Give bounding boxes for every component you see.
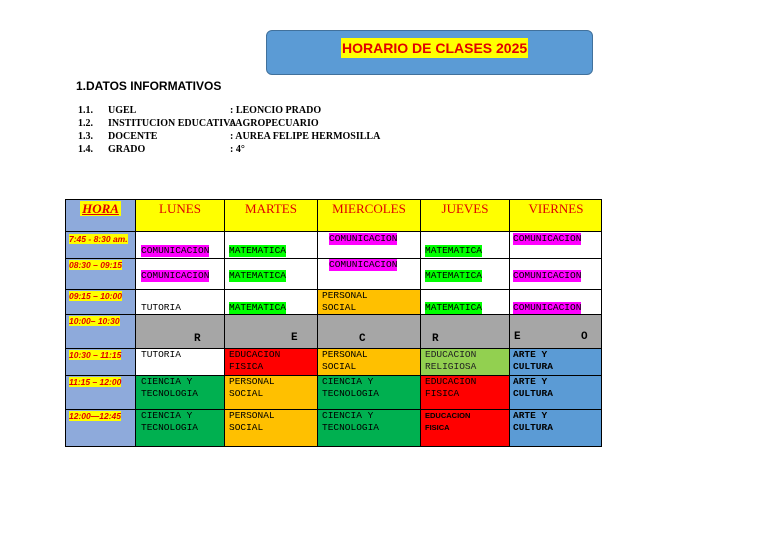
- cell-r5-viernes: ARTE Y CULTURA: [509, 348, 602, 375]
- cell-r1-miercoles: COMUNICACION: [317, 231, 420, 258]
- table-border-bottom: [65, 446, 602, 447]
- recess-lunes: R: [135, 314, 224, 348]
- cell-r5-miercoles: PERSONAL SOCIAL: [317, 348, 420, 375]
- cell-r1-martes: MATEMATICA: [224, 231, 317, 258]
- cell-r5-lunes: TUTORIA: [135, 348, 224, 375]
- cell-r2-martes: MATEMATICA: [224, 258, 317, 289]
- cell-r7-martes: PERSONAL SOCIAL: [224, 409, 317, 447]
- cell-r2-viernes: COMUNICACION: [509, 258, 602, 289]
- cell-r5-martes: EDUCACION FISICA: [224, 348, 317, 375]
- cell-r3-miercoles: PERSONAL SOCIAL: [317, 289, 420, 314]
- header-lunes: LUNES: [135, 199, 224, 231]
- cell-r2-miercoles: COMUNICACION: [317, 258, 420, 289]
- recess-viernes: E O: [509, 314, 602, 348]
- cell-r1-lunes: COMUNICACION: [135, 231, 224, 258]
- header-hora: HORA: [65, 199, 135, 231]
- recess-miercoles: C: [317, 314, 420, 348]
- cell-r1-viernes: COMUNICACION: [509, 231, 602, 258]
- cell-r6-martes: PERSONAL SOCIAL: [224, 375, 317, 409]
- cell-r6-miercoles: CIENCIA Y TECNOLOGIA: [317, 375, 420, 409]
- cell-r7-miercoles: CIENCIA Y TECNOLOGIA: [317, 409, 420, 447]
- cell-r5-jueves: EDUCACION RELIGIOSA: [420, 348, 509, 375]
- recess-martes: E: [224, 314, 317, 348]
- time-slot-3: 09:15 – 10:00: [65, 289, 135, 314]
- time-slot-2: 08:30 – 09:15: [65, 258, 135, 289]
- table-border-right: [601, 199, 602, 447]
- time-slot-6: 11:15 – 12:00: [65, 375, 135, 409]
- cell-r6-jueves: EDUCACION FISICA: [420, 375, 509, 409]
- cell-r3-martes: MATEMATICA: [224, 289, 317, 314]
- cell-r2-jueves: MATEMATICA: [420, 258, 509, 289]
- cell-r7-viernes: ARTE Y CULTURA: [509, 409, 602, 447]
- section-title: 1.DATOS INFORMATIVOS: [76, 79, 222, 93]
- header-martes: MARTES: [224, 199, 317, 231]
- cell-r7-lunes: CIENCIA Y TECNOLOGIA: [135, 409, 224, 447]
- cell-r7-jueves: EDUCACION FISICA: [420, 409, 509, 447]
- cell-r1-jueves: MATEMATICA: [420, 231, 509, 258]
- time-slot-4: 10:00– 10:30: [65, 314, 135, 348]
- header-viernes: VIERNES: [509, 199, 602, 231]
- cell-r3-jueves: MATEMATICA: [420, 289, 509, 314]
- time-slot-7: 12:00—12:45: [65, 409, 135, 447]
- cell-r3-lunes: TUTORIA: [135, 289, 224, 314]
- recess-jueves: R: [420, 314, 509, 348]
- cell-r2-lunes: COMUNICACION: [135, 258, 224, 289]
- cell-r6-lunes: CIENCIA Y TECNOLOGIA: [135, 375, 224, 409]
- header-jueves: JUEVES: [420, 199, 509, 231]
- time-slot-1: 7:45 - 8:30 am.: [65, 231, 135, 258]
- time-slot-5: 10:30 – 11:15: [65, 348, 135, 375]
- cell-r6-viernes: ARTE Y CULTURA: [509, 375, 602, 409]
- cell-r3-viernes: COMUNICACION: [509, 289, 602, 314]
- header-miercoles: MIERCOLES: [317, 199, 420, 231]
- page-title: HORARIO DE CLASES 2025: [342, 40, 528, 56]
